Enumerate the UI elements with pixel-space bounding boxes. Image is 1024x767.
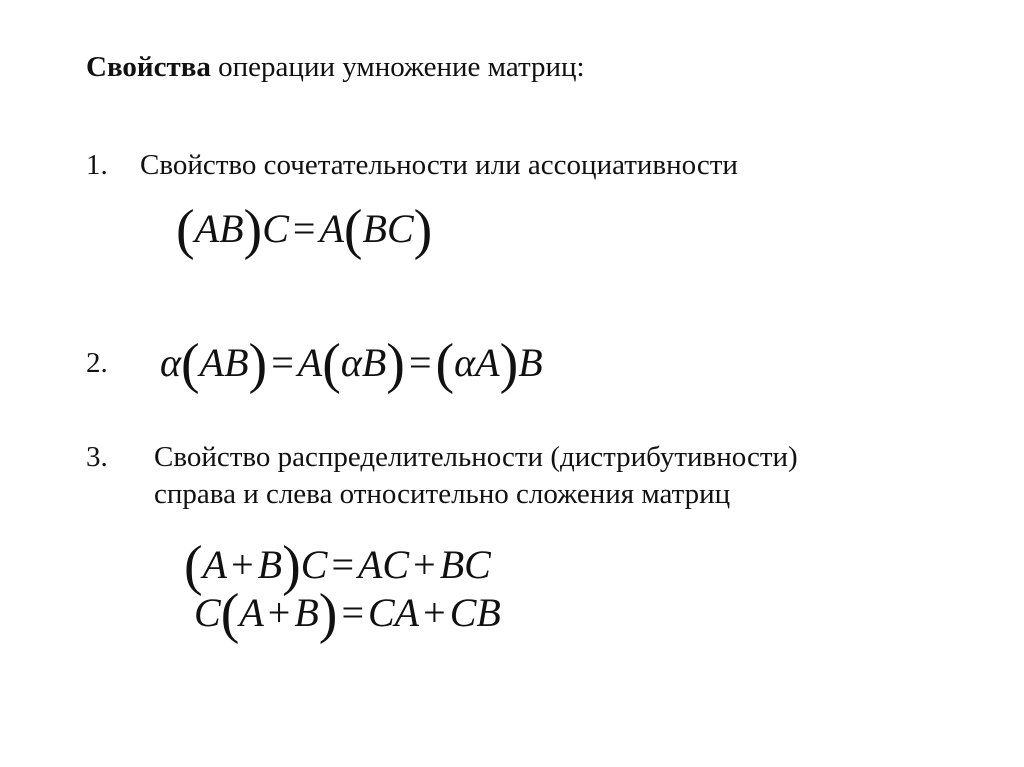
formula-term: C [194, 590, 221, 635]
formula-scalar [160, 333, 543, 395]
paren-close: ) [413, 199, 433, 261]
item3-line1: Свойство распределительности (дистрибутивности) [154, 441, 798, 473]
formula-term: A [202, 542, 228, 587]
slide-heading [86, 50, 585, 84]
formula-distributive-left [194, 583, 501, 645]
formula-term: AB [199, 340, 249, 385]
formula-term: B [294, 590, 319, 635]
paren-open: ( [181, 333, 200, 395]
item3-number: 3. [86, 441, 108, 473]
formula-term: B [518, 340, 543, 385]
paren-open: ( [220, 583, 240, 645]
equals-sign: = [292, 206, 316, 251]
formula-term: AB [194, 206, 244, 251]
formula-term: A [319, 206, 344, 251]
heading-bold: Свойства [86, 51, 211, 83]
equals-sign: = [331, 542, 354, 587]
formula-term: A [297, 340, 323, 385]
plus-sign: + [267, 590, 291, 635]
item2-number: 2. [86, 347, 108, 379]
formula-associativity [176, 199, 433, 261]
paren-close: ) [318, 583, 338, 645]
formula-term: B [257, 542, 283, 587]
plus-sign: + [423, 590, 446, 635]
heading-rest: операции умножение матриц: [210, 51, 585, 83]
paren-open: ( [343, 199, 363, 261]
formula-term: A [239, 590, 264, 635]
formula-term: C [300, 542, 328, 587]
paren-close: ) [386, 333, 405, 395]
equals-sign: = [271, 340, 294, 385]
paren-close: ) [243, 199, 263, 261]
plus-sign: + [231, 542, 254, 587]
paren-open: ( [322, 333, 341, 395]
formula-distributive-right [184, 535, 491, 597]
plus-sign: + [413, 542, 436, 587]
formula-term: αA [454, 340, 500, 385]
paren-close: ) [248, 333, 268, 395]
paren-close: ) [282, 535, 301, 597]
formula-term: CA [368, 590, 420, 635]
paren-close: ) [499, 333, 519, 395]
paren-open: ( [176, 199, 195, 261]
alpha-symbol: α [160, 340, 181, 385]
formula-term: BC [439, 542, 491, 587]
paren-open: ( [184, 535, 203, 597]
formula-term: BC [362, 206, 414, 251]
formula-term: αB [340, 340, 387, 385]
formula-term: C [262, 206, 289, 251]
formula-term: AC [358, 542, 410, 587]
formula-term: CB [449, 590, 501, 635]
item1-text: Свойство сочетательности или ассоциативности [140, 149, 738, 181]
paren-open: ( [435, 333, 455, 395]
item3-line2: справа и слева относительно сложения матриц [154, 478, 731, 510]
equals-sign: = [341, 590, 364, 635]
equals-sign: = [408, 340, 432, 385]
item1-number: 1. [86, 149, 108, 181]
